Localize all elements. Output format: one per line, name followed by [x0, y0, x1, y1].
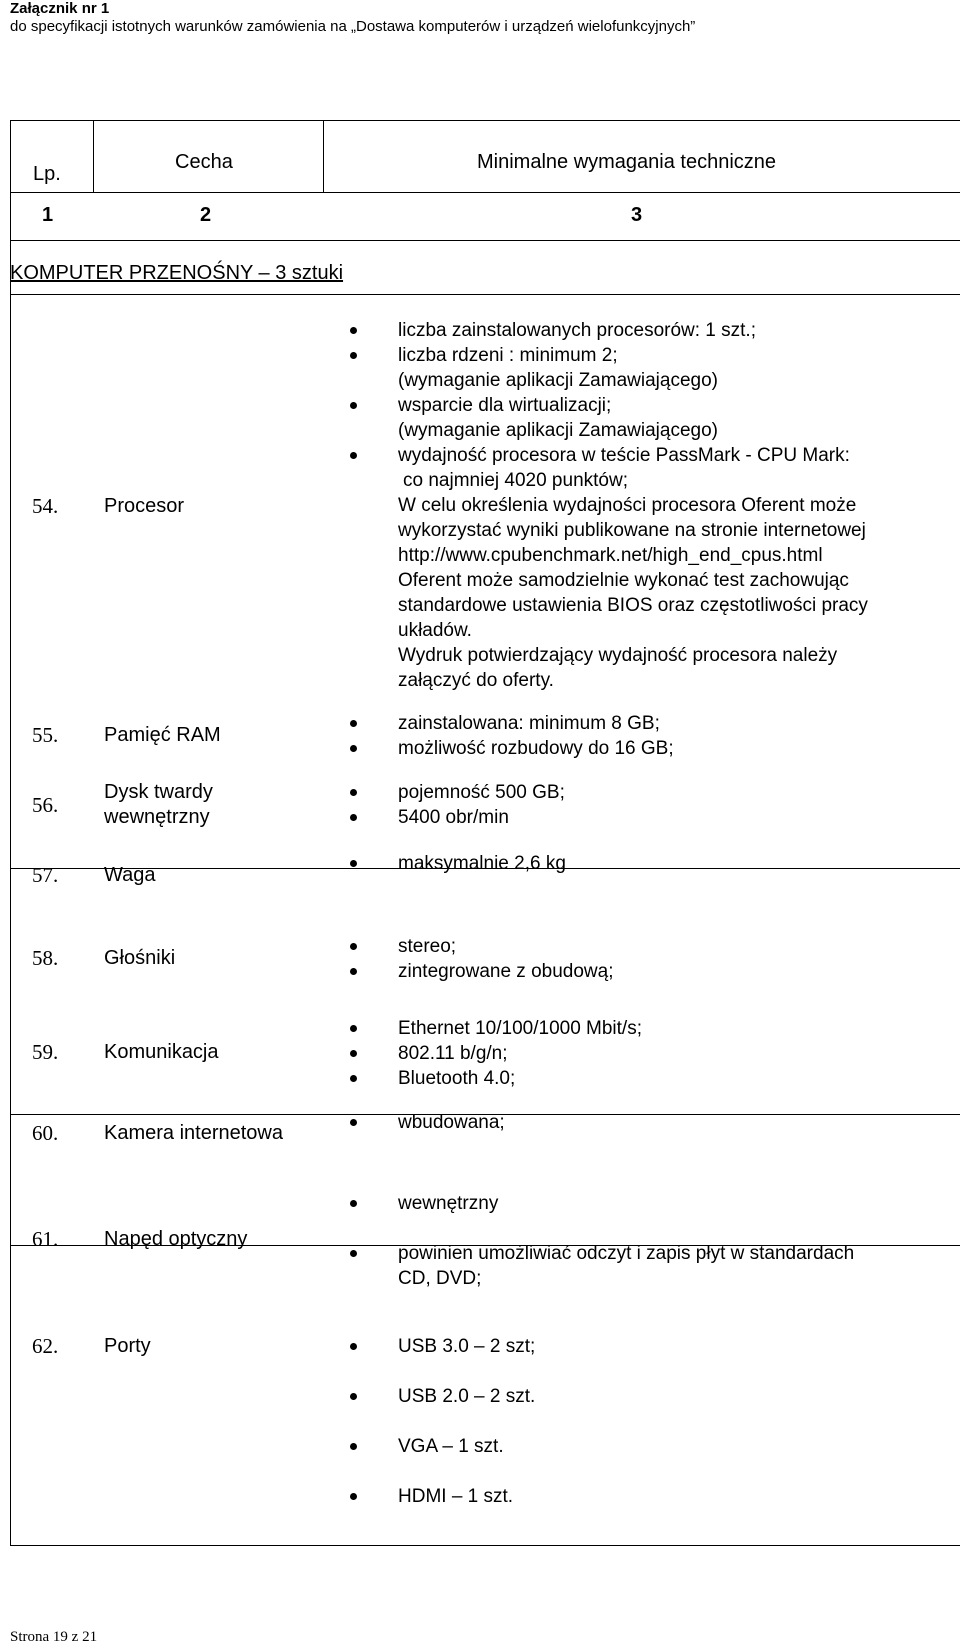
row-lp: 58. — [32, 946, 59, 970]
row-divider — [10, 294, 960, 295]
row-feature: Porty — [104, 1335, 151, 1357]
list-item: wewnętrzny — [350, 1191, 930, 1216]
list-item: możliwość rozbudowy do 16 GB; — [350, 736, 930, 761]
requirements-list — [350, 780, 930, 830]
row-lp: 55. — [32, 723, 59, 747]
page-number: Strona 19 z 21 — [10, 1629, 98, 1645]
list-item-note: (wymaganie aplikacji Zamawiającego) — [398, 420, 718, 441]
row-lp: 60. — [32, 1121, 59, 1145]
list-item-note: Oferent może samodzielnie wykonać test zachowując — [398, 570, 849, 591]
row-feature: Komunikacja — [104, 1041, 219, 1063]
list-item: powinien umożliwiać odczyt i zapis płyt w standardach — [350, 1241, 930, 1266]
row-feature: Procesor — [104, 495, 185, 517]
list-item-note: co najmniej 4020 punktów; — [403, 470, 628, 491]
list-item: USB 3.0 – 2 szt; — [350, 1334, 930, 1359]
list-item: HDMI – 1 szt. — [350, 1484, 930, 1509]
list-item-note: standardowe ustawienia BIOS oraz częstotliwości pracy — [398, 595, 868, 616]
list-item: VGA – 1 szt. — [350, 1434, 930, 1459]
requirements-list — [350, 711, 930, 761]
list-item-note: wykorzystać wyniki publikowane na stronie internetowej — [398, 520, 866, 541]
row-lp: 57. — [32, 863, 59, 887]
row-feature: Waga — [104, 864, 156, 886]
row-feature: Pamięć RAM — [104, 724, 221, 746]
row-feature-line: wewnętrzny — [104, 806, 210, 828]
row-lp: 54. — [32, 494, 59, 518]
list-item: liczba rdzeni : minimum 2; — [350, 343, 930, 368]
list-item-note: układów. — [398, 620, 472, 641]
col-header-feature: Cecha — [175, 151, 233, 173]
attachment-subtitle: do specyfikacji istotnych warunków zamówienia na „Dostawa komputerów i urządzeń wielofunkcyjnych” — [10, 18, 696, 35]
list-item: maksymalnie 2,6 kg — [350, 851, 930, 876]
list-item: USB 2.0 – 2 szt. — [350, 1384, 930, 1409]
section-title: KOMPUTER PRZENOŚNY – 3 sztuki — [10, 262, 344, 284]
list-item: wbudowana; — [350, 1110, 930, 1135]
row-lp: 56. — [32, 793, 59, 817]
list-item: wsparcie dla wirtualizacji; — [350, 393, 930, 418]
requirements-list — [350, 1334, 930, 1509]
col-header-lp: Lp. — [33, 163, 61, 185]
requirements-list — [350, 1191, 930, 1291]
list-item: wydajność procesora w teście PassMark - CPU Mark: — [350, 443, 930, 468]
list-item: Ethernet 10/100/1000 Mbit/s; — [350, 1016, 930, 1041]
document-header — [10, 0, 910, 36]
requirements-list — [350, 851, 930, 876]
list-item-note: CD, DVD; — [398, 1268, 482, 1289]
list-item-note: Wydruk potwierdzający wydajność procesora należy — [398, 645, 838, 666]
list-item: Bluetooth 4.0; — [350, 1066, 930, 1091]
attachment-title: Załącznik nr 1 — [10, 0, 110, 17]
col-divider-1 — [93, 120, 94, 192]
row-feature — [104, 780, 304, 830]
row-feature: Głośniki — [104, 947, 176, 969]
list-item-note: załączyć do oferty. — [398, 670, 554, 691]
row-lp: 62. — [32, 1334, 59, 1358]
list-item-note: (wymaganie aplikacji Zamawiającego) — [398, 370, 718, 391]
list-item: 802.11 b/g/n; — [350, 1041, 930, 1066]
list-item-note: http://www.cpubenchmark.net/high_end_cpus.html — [398, 545, 823, 566]
row-lp: 59. — [32, 1040, 59, 1064]
col-header-requirements: Minimalne wymagania techniczne — [477, 151, 777, 173]
row-lp: 61. — [32, 1227, 59, 1251]
list-item: pojemność 500 GB; — [350, 780, 930, 805]
requirements-list — [350, 1110, 930, 1135]
row-divider — [10, 192, 960, 193]
list-item: zintegrowane z obudową; — [350, 959, 930, 984]
list-item: 5400 obr/min — [350, 805, 930, 830]
list-item: stereo; — [350, 934, 930, 959]
row-feature: Kamera internetowa — [104, 1122, 283, 1144]
col-number-2: 2 — [200, 204, 212, 226]
list-item-note: W celu określenia wydajności procesora Oferent może — [398, 495, 857, 516]
requirements-list — [350, 934, 930, 984]
row-divider — [10, 240, 960, 241]
list-item: zainstalowana: minimum 8 GB; — [350, 711, 930, 736]
list-item: liczba zainstalowanych procesorów: 1 szt.; — [350, 318, 930, 343]
row-feature: Napęd optyczny — [104, 1228, 248, 1250]
col-number-1: 1 — [42, 204, 54, 226]
requirements-list — [350, 1016, 930, 1091]
row-feature-line: Dysk twardy — [104, 781, 213, 803]
col-number-3: 3 — [631, 204, 643, 226]
requirements-list — [350, 318, 930, 693]
col-divider-2 — [323, 120, 324, 192]
